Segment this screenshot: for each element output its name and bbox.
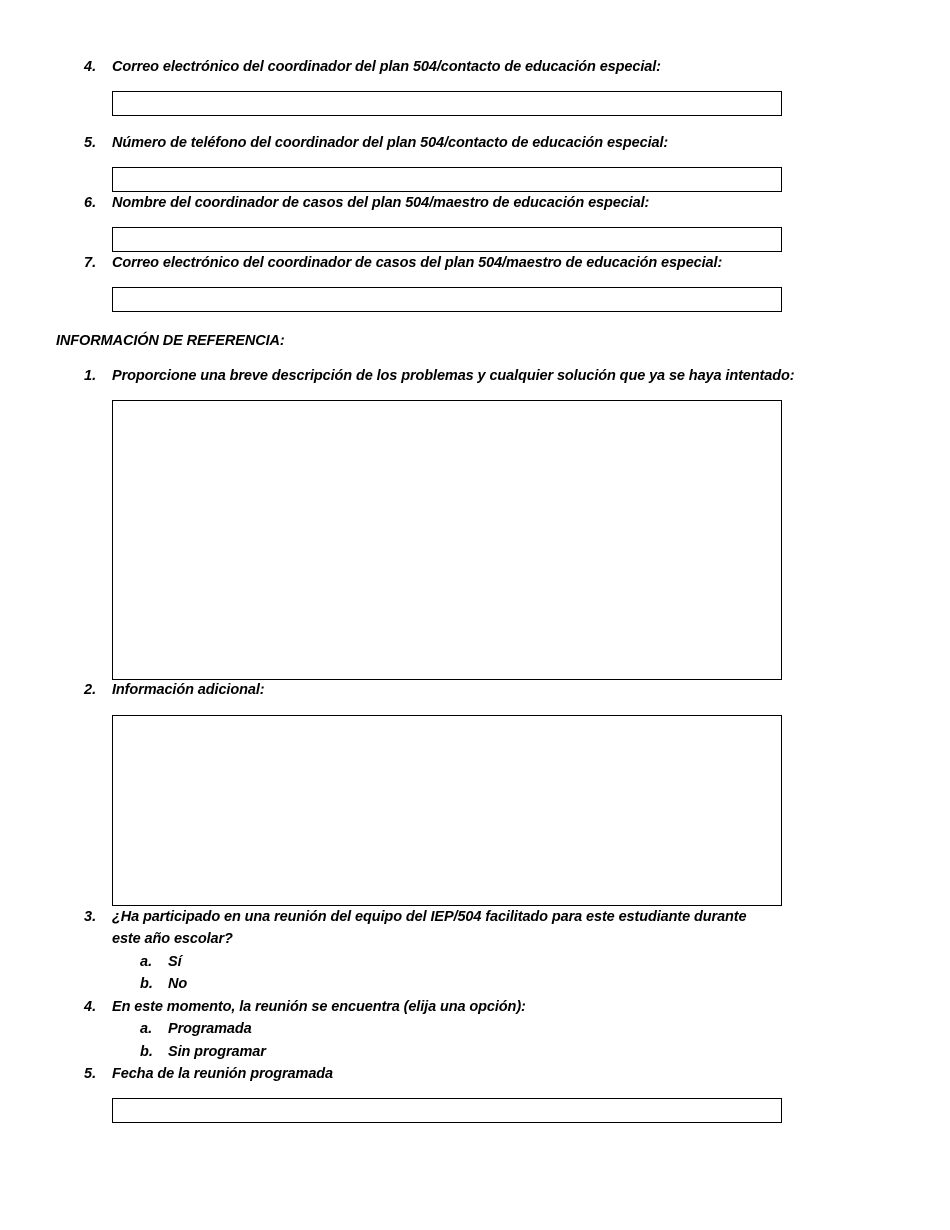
problem-description-label: Proporcione una breve descripción de los problemas y cualquier solución que ya se haya intentado: [112,368,795,384]
additional-info-textarea[interactable] [112,715,782,906]
meeting-status-question: En este momento, la reunión se encuentra (elija una opción): [112,999,526,1015]
question-number: 1. [84,368,97,384]
option-letter: a. [140,954,153,970]
option-letter: a. [140,1021,153,1037]
coordinator-phone-label: Número de teléfono del coordinador del plan 504/contacto de educación especial: [112,135,669,151]
iep-meeting-question-line1: ¿Ha participado en una reunión del equipo del IEP/504 facilitado para este estudiante durante [112,909,747,925]
option-letter: b. [140,1044,153,1060]
option-unscheduled[interactable]: Sin programar [168,1044,266,1060]
option-scheduled[interactable]: Programada [168,1021,252,1037]
additional-info-label: Información adicional: [112,682,265,698]
coordinator-phone-field[interactable] [112,167,782,192]
problem-description-textarea[interactable] [112,400,782,680]
section-heading: INFORMACIÓN DE REFERENCIA: [56,333,285,349]
meeting-date-label: Fecha de la reunión programada [112,1066,333,1082]
iep-meeting-question-line2: este año escolar? [112,931,233,947]
case-coordinator-name-label: Nombre del coordinador de casos del plan 504/maestro de educación especial: [112,195,650,211]
coordinator-email-label: Correo electrónico del coordinador del plan 504/contacto de educación especial: [112,59,661,75]
question-number: 4. [84,999,97,1015]
meeting-date-field[interactable] [112,1098,782,1123]
question-number: 4. [84,59,97,75]
option-letter: b. [140,976,153,992]
question-number: 7. [84,255,97,271]
question-number: 2. [84,682,97,698]
question-number: 3. [84,909,97,925]
question-number: 5. [84,1066,97,1082]
option-no[interactable]: No [168,976,188,992]
question-number: 6. [84,195,97,211]
case-coordinator-email-label: Correo electrónico del coordinador de casos del plan 504/maestro de educación especial: [112,255,723,271]
option-yes[interactable]: Sí [168,954,182,970]
case-coordinator-email-field[interactable] [112,287,782,312]
coordinator-email-field[interactable] [112,91,782,116]
case-coordinator-name-field[interactable] [112,227,782,252]
question-number: 5. [84,135,97,151]
